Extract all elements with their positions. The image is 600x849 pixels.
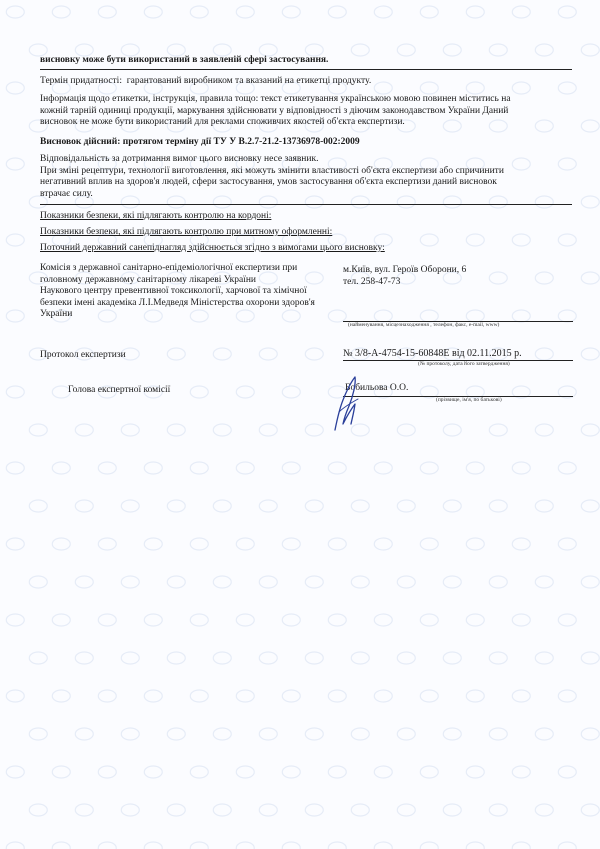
safety-border-line: Показники безпеки, які підлягають контролю на кордоні: (40, 211, 272, 221)
address: м.Київ, вул. Героїв Оборони, 6 (343, 265, 467, 275)
shelf-life-value: гарантований виробником та вказаний на етикетці продукту. (126, 76, 372, 86)
responsibility-line: Відповідальність за дотримання вимог цього висновку несе заявник. (40, 154, 319, 164)
head-label: Голова експертної комісії (68, 385, 171, 395)
safety-customs-line: Показники безпеки, які підлягають контролю при митному оформленні: (40, 227, 333, 237)
header-line: висновку може бути використаний в заявленій сфері застосування. (40, 55, 329, 65)
head-name: Бобильова О.О. (345, 383, 409, 393)
commission-line: безпеки імені академіка Л.І.Медведя Міністерства охорони здоров'я (40, 297, 315, 308)
protocol-value: № 3/8-А-4754-15-60848Е від 02.11.2015 р. (343, 348, 522, 359)
commission-line: Комісія з державної санітарно-епідеміологічної експертизи при (40, 263, 298, 273)
label-info-block (40, 94, 548, 129)
supervision-line: Поточний державний санепіднагляд здійснюється згідно з вимогами цього висновку: (40, 243, 385, 253)
responsibility-block (40, 154, 548, 200)
head-caption: (прізвище, ім'я, по батькові) (436, 397, 502, 403)
responsibility-line: втрачає силу. (40, 188, 93, 199)
commission-line: Наукового центру превентивної токсикології, харчової та хімічної (40, 286, 307, 296)
label-info-line: кожній тарній одиниці продукції, маркування здійснювати у відповідності з діючим законодавством України Даний (40, 105, 509, 116)
responsibility-divider (40, 204, 572, 205)
commission-line: України (40, 309, 73, 319)
address-caption: (найменування, місцезнаходження , телефон, факс, e-mail, www) (348, 322, 500, 328)
protocol-label: Протокол експертизи (40, 350, 126, 360)
label-info-line: Інформація щодо етикетки, інструкція, правила тощо: текст етикетування українською мовою повинен міститись на (40, 94, 511, 104)
phone: тел. 258-47-73 (343, 277, 401, 287)
commission-line: головному державному санітарному лікареві України (40, 274, 257, 285)
shelf-life-label: Термін придатності: (40, 76, 122, 86)
top-divider (40, 69, 572, 70)
shelf-life-row (40, 76, 371, 88)
responsibility-line: негативний вплив на здоров'я людей, сфери застосування, умов застосування об'єкта експертизи даний висновок (40, 177, 497, 187)
responsibility-line: При зміні рецептури, технології виготовлення, які можуть змінити властивості об'єкта експертизи або спричинити (40, 165, 504, 176)
commission-block (40, 263, 340, 321)
label-info-line: висновок не може бути використаний для реклами споживчих якостей об'єкта експертизи. (40, 117, 405, 127)
protocol-caption: (№ протоколу, дата його затвердження) (418, 361, 510, 367)
signature (325, 372, 365, 434)
validity-line: Висновок дійсний: протягом терміну дії ТУ У В.2.7-21.2-13736978-002:2009 (40, 137, 360, 147)
